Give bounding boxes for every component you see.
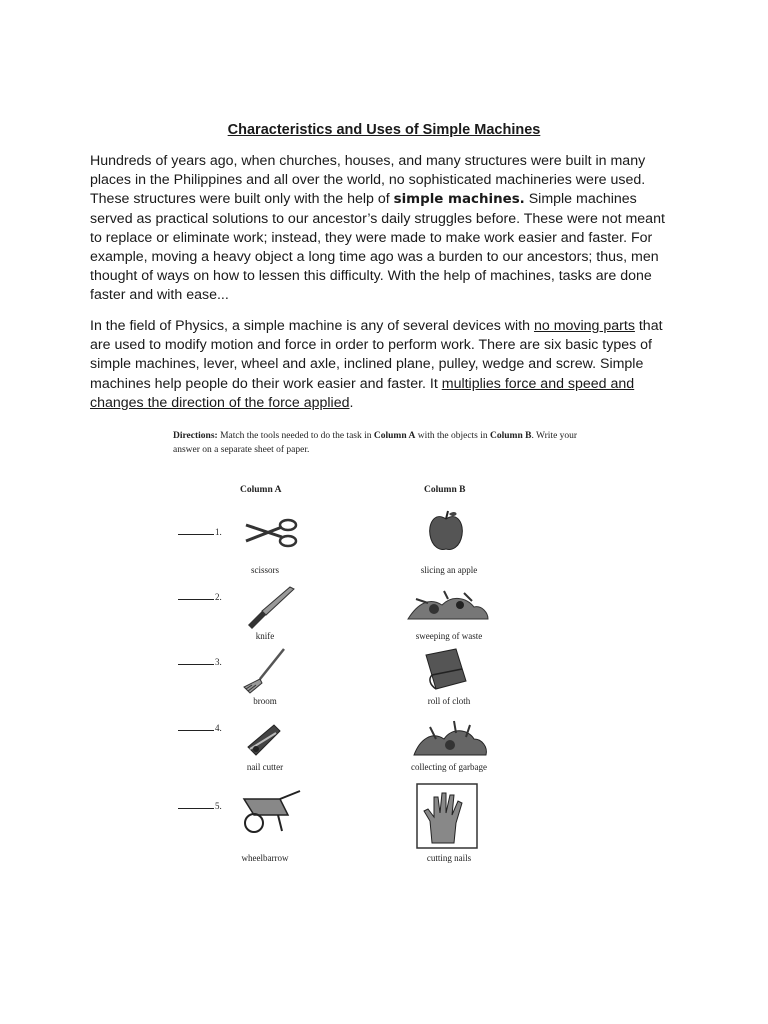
broom-icon [240,647,288,695]
knife-icon [242,583,298,629]
intro-paragraph [90,152,680,306]
tool-caption-4: nail cutter [246,762,284,772]
tool-caption-2: knife [255,631,275,641]
scissors-icon [242,513,302,553]
answer-blank-1: 1. [178,527,222,537]
task-caption-5: cutting nails [426,853,472,863]
task-caption-3: roll of cloth [427,696,471,706]
directions-label: Directions: [173,431,218,441]
definition-paragraph [90,317,680,413]
definition-underline-2: multiplies force and speed and changes the direction of the force applied [90,375,635,411]
answer-blank-3: 3. [178,657,222,667]
matching-worksheet [160,425,600,875]
apple-icon [426,509,466,553]
directions-text-1: Match the tools needed to do the task in [217,431,374,441]
tool-caption-3: broom [253,696,277,706]
wheelbarrow-icon [238,787,304,835]
definition-text-2: that are used to modify motion and force in order to perform work. There are six basic types of simple machines, lever, wheel and axle, inclined plane, pulley, wedge and screw. Simple machines help people do their work easier and faster. It [90,318,663,392]
intro-bold-term: simple machines. [393,192,525,208]
definition-underline-1: no moving parts [533,318,635,334]
intro-text-2: Simple machines served as practical solutions to our ancestor’s daily struggles before. These were not meant to replace or eliminate work; instead, they were made to make work easier and faster. For example, moving a heavy object a long time ago was a burden to our ancestors; thus, men thought of ways on how to lessen this difficulty. With the help of machines, tasks are done faster and with ease... [90,191,665,304]
page-title: Characteristics and Uses of Simple Machines [227,122,541,138]
garbage-pile-icon [410,717,490,761]
answer-blank-5: 5. [178,801,222,811]
tool-caption-1: scissors [250,565,279,575]
column-b-header: Column B [424,485,466,495]
directions-col-a: Column A [373,431,416,441]
task-caption-2: sweeping of waste [415,631,483,641]
hand-icon [416,783,478,849]
directions-text-3: . Write your answer on a separate sheet of paper. [173,431,578,455]
answer-blank-2: 2. [178,592,222,602]
directions-col-b: Column B [490,431,532,441]
answer-blank-4: 4. [178,723,222,733]
definition-text-3: . [349,394,354,411]
nail-cutter-icon [244,719,284,759]
task-caption-1: slicing an apple [420,565,478,575]
directions-text [173,429,593,457]
directions-text-2: with the objects in [415,431,491,441]
tool-caption-5: wheelbarrow [241,853,289,863]
intro-text-1: Hundreds of years ago, when churches, houses, and many structures were built in many places in the Philippines and all over the world, no sophisticated machineries were used. These structures were built only with the help of [90,153,646,208]
definition-text-1: In the field of Physics, a simple machine is any of several devices with [90,318,534,334]
task-caption-4: collecting of garbage [411,762,487,772]
waste-pile-icon [404,585,492,625]
column-a-header: Column A [240,485,282,495]
cloth-roll-icon [422,645,470,693]
